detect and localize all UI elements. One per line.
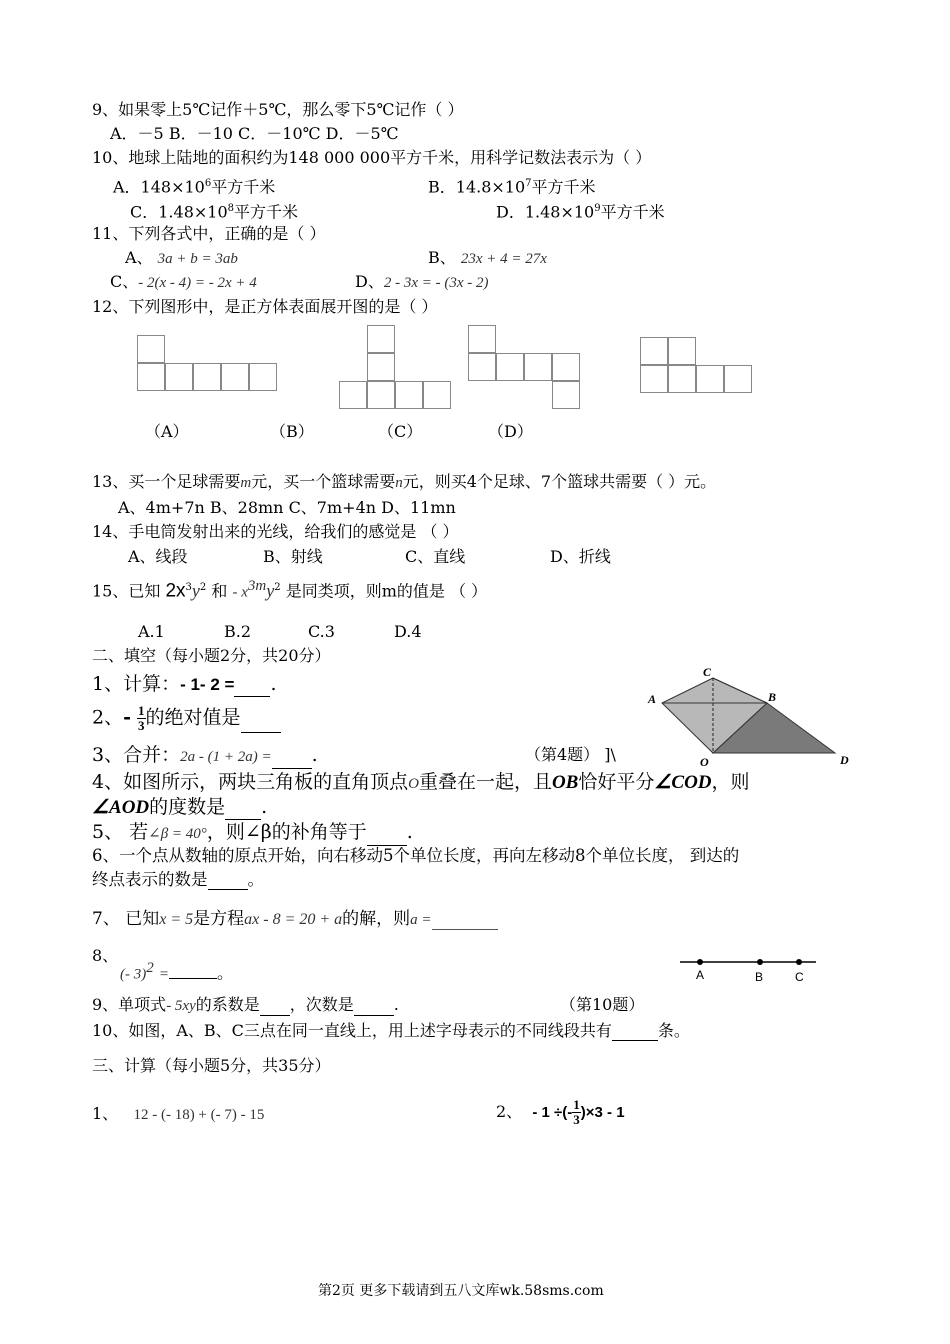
fill-9: 9、单项式- 5xy的系数是 ，次数是 . (92, 995, 399, 1014)
q15-option-d: D.4 (394, 622, 422, 641)
q10-text: 10、地球上陆地的面积约为148 000 000平方千米，用科学记数法表示为（ ） (92, 148, 652, 167)
fig4-label-c: C (703, 665, 712, 679)
fig10-label-c: C (795, 970, 804, 984)
q14-option-d: D、折线 (550, 547, 611, 566)
q13-options: A、4m+7n B、28mn C、7m+4n D、11mn (118, 498, 456, 517)
q12-text: 12、下列图形中，是正方体表面展开图的是（ ） (92, 297, 438, 316)
fill-2: 2、- $\frac{1}{3}$ 的绝对值是 (92, 704, 281, 733)
q14-option-b: B、射线 (263, 547, 323, 566)
q11-text: 11、下列各式中，正确的是（ ） (92, 224, 326, 243)
fill-3: 3、合并：2a - (1 + 2a) = . (92, 743, 318, 769)
q13-text: 13、买一个足球需要m元，买一个篮球需要n元，则买4个足球、7个篮球共需要（ ）元。 (92, 472, 717, 491)
fill-6-line-2: 终点表示的数是 。 (92, 870, 264, 889)
fraction-one-third-calc: $\frac{1}{3}$ (573, 1097, 580, 1127)
fig10-label-a: A (696, 968, 705, 982)
page-footer: 第2页 更多下载请到五八文库wk.58sms.com (318, 1283, 604, 1299)
q10-option-c: C．$1.48\times 10^8$平方千米 (130, 202, 299, 222)
point-a (697, 959, 703, 965)
fill-1: 1、计算：- 1- 2 = . (92, 673, 277, 695)
fraction-one-third: $\frac{1}{3}$ (138, 703, 145, 733)
fill-4-line-1: 4、如图所示，两块三角板的直角顶点O重叠在一起，且OB恰好平分∠COD，则 (92, 771, 750, 793)
q15-option-c: C.3 (308, 622, 335, 641)
point-b (757, 959, 763, 965)
fig10-label-b: B (755, 970, 764, 984)
q14-text: 14、手电筒发射出来的光线，给我们的感觉是 （ ） (92, 522, 459, 541)
fig4-label-b: B (768, 690, 777, 704)
q10-option-d: D．$1.48\times 10^9$平方千米 (496, 202, 665, 222)
q11-option-a: A、 3a + b = 3ab (125, 248, 238, 267)
fig4-caption: （第4题） ]\ (525, 745, 616, 764)
fig4-label-d: D (840, 753, 849, 767)
q10-option-a: A．$148\times 10^6$平方千米 (113, 177, 276, 197)
net-label-d: （D） (488, 422, 533, 441)
q15-option-a: A.1 (138, 622, 165, 641)
fill-4-line-2: ∠AOD的度数是 . (92, 796, 268, 818)
q11-option-c: C、- 2(x - 4) = - 2x + 4 (110, 272, 257, 291)
fig10-caption: （第10题） (560, 995, 645, 1014)
calc-1: 1、 12 - (- 18) + (- 7) - 15 (92, 1104, 265, 1123)
q14-option-a: A、线段 (128, 547, 188, 566)
section-3-title: 三、计算（每小题5分，共35分） (92, 1056, 331, 1075)
fill-5: 5、 若∠β = 40°，则∠β的补角等于 . (92, 820, 413, 846)
fig4-label-o: O (700, 755, 709, 769)
fill-7: 7、 已知x = 5是方程ax - 8 = 20 + a的解，则a = (92, 909, 498, 930)
net-label-b: （B） (270, 422, 314, 441)
point-c (796, 959, 802, 965)
fill-8: 8、 (92, 946, 119, 965)
fill-8-expr: (- 3)$^2$ = 。 (120, 960, 233, 983)
q9-text: 9、如果零上5℃记作＋5℃，那么零下5℃记作（ ） (92, 100, 464, 119)
q15-option-b: B.2 (224, 622, 252, 641)
net-label-a: （A） (145, 422, 189, 441)
fig4-label-a: A (648, 692, 657, 706)
fill-10: 10、如图，A、B、C三点在同一直线上，用上述字母表示的不同线段共有 条。 (92, 1021, 690, 1040)
calc-2: 2、 - 1 ÷(- $\frac{1}{3}$ )×3 - 1 (496, 1097, 625, 1127)
q11-option-d: D、2 - 3x = - (3x - 2) (355, 272, 489, 291)
q15-text: 15、已知 $2x^3y^2$ 和 - $x^{3m}y^2$ 是同类项，则m的值是 （ ） (92, 578, 488, 602)
q14-option-c: C、直线 (405, 547, 466, 566)
fill-6-line-1: 6、一个点从数轴的原点开始，向右移动5个单位长度，再向左移动8个单位长度， 到达的 (92, 846, 740, 865)
triangle-rulers-figure (640, 660, 860, 772)
q11-option-b: B、 23x + 4 = 27x (428, 248, 547, 267)
section-2-title: 二、填空（每小题2分，共20分） (92, 646, 331, 665)
net-label-c: （C） (378, 422, 423, 441)
line-abc-figure (678, 950, 823, 984)
q9-options: A．－5 B．－10 C．－10℃ D．－5℃ (110, 124, 399, 143)
q10-option-b: B．$14.8\times 10^7$平方千米 (428, 177, 596, 197)
